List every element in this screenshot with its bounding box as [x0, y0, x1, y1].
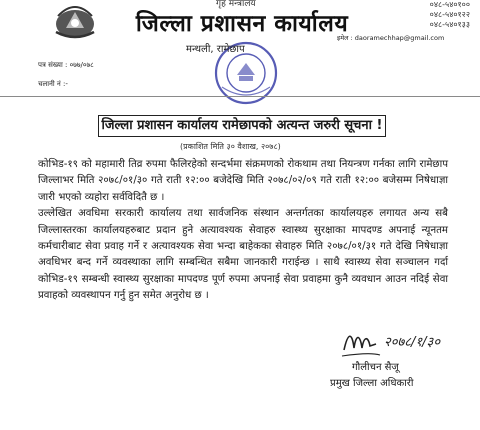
notice-heading: जिल्ला प्रशासन कार्यालय रामेछापको अत्यन्त जरुरी सूचना !: [98, 115, 386, 137]
body-paragraph: उल्लेखित अवधिमा सरकारी कार्यालय तथा सार्वजनिक संस्थान अन्तर्गतका कार्यालयहरु लगायत अन्य सबै जिल्लास्तरका कार्यालयहरुबाट प्रदान हुने अत्यावश्यक सेवाहरु स्वास्थ्य सुरक्षाका मापदण्ड अपनाई न्यूनतम कर्मचारीबाट सेवा प्रवाह गर्ने र अत्यावश्यक सेवा भन्दा बाहेकका सेवाहरु मिति २०७८/०१/३१ गते देखि निषेधाज्ञा अवधिभर बन्द गर्ने व्यवस्थाका लागि सम्बन्धित सबैमा जानकारी गराईन्छ । साथै स्वास्थ्य सेवा सञ्चालन गर्दा कोभिड-१९ सम्बन्धी स्वास्थ्य सुरक्षाका मापदण्ड पूर्ण रुपमा अपनाई सेवा प्रवाहमा कुनै व्यवधान आउन नदिई सेवा प्रवाहको व्यवस्थापन गर्नु हुन समेत अनुरोध छ ।: [38, 208, 448, 302]
district-subtitle: मन्थली, रामेछाप: [186, 44, 245, 55]
reference-block: [38, 56, 94, 94]
dispatch-number: चलानी नं :-: [38, 80, 68, 88]
ministry-line: गृह मन्त्रालय: [216, 0, 256, 9]
office-title: जिल्ला प्रशासन कार्यालय: [135, 11, 349, 37]
published-date: (प्रकाशित मिति ३० वैशाख, २०७८): [180, 142, 281, 151]
handwritten-signature-icon: [340, 322, 450, 362]
nepal-emblem-icon: [52, 2, 98, 40]
ref-number: पत्र संख्या : ०७७/०७८: [38, 61, 94, 69]
notice-body: [38, 157, 448, 305]
email-line: इमेल : daoramechhap@gmail.com: [337, 34, 445, 42]
phone-numbers: [430, 0, 470, 30]
body-paragraph: कोभिड-१९ को महामारी तिव्र रुपमा फैलिरहेको सन्दर्भमा संक्रमणको रोकथाम तथा नियन्त्रण गर्नका लागि रामेछाप जिल्लाभर मिति २०७८/०१/३० गते राती १२:०० बजेदेखि मिति २०७८/०२/०९ गते राती १२:०० बजेसम्म निषेधाज्ञा जारी भएको व्यहोरा सर्वविदितै छ ।: [38, 159, 448, 203]
signer-title: प्रमुख जिल्ला अधिकारी: [330, 378, 414, 389]
phone-number: ०४८-५४०१३३: [429, 20, 470, 29]
signer-name: गौलीचन सैजू: [352, 362, 399, 373]
phone-number: ०४८-५४०१००: [429, 0, 470, 9]
signature-date: २०७८/१/३०: [384, 335, 441, 350]
header-divider: [0, 96, 480, 97]
phone-number: ०४८-५४०१२२: [429, 10, 470, 19]
